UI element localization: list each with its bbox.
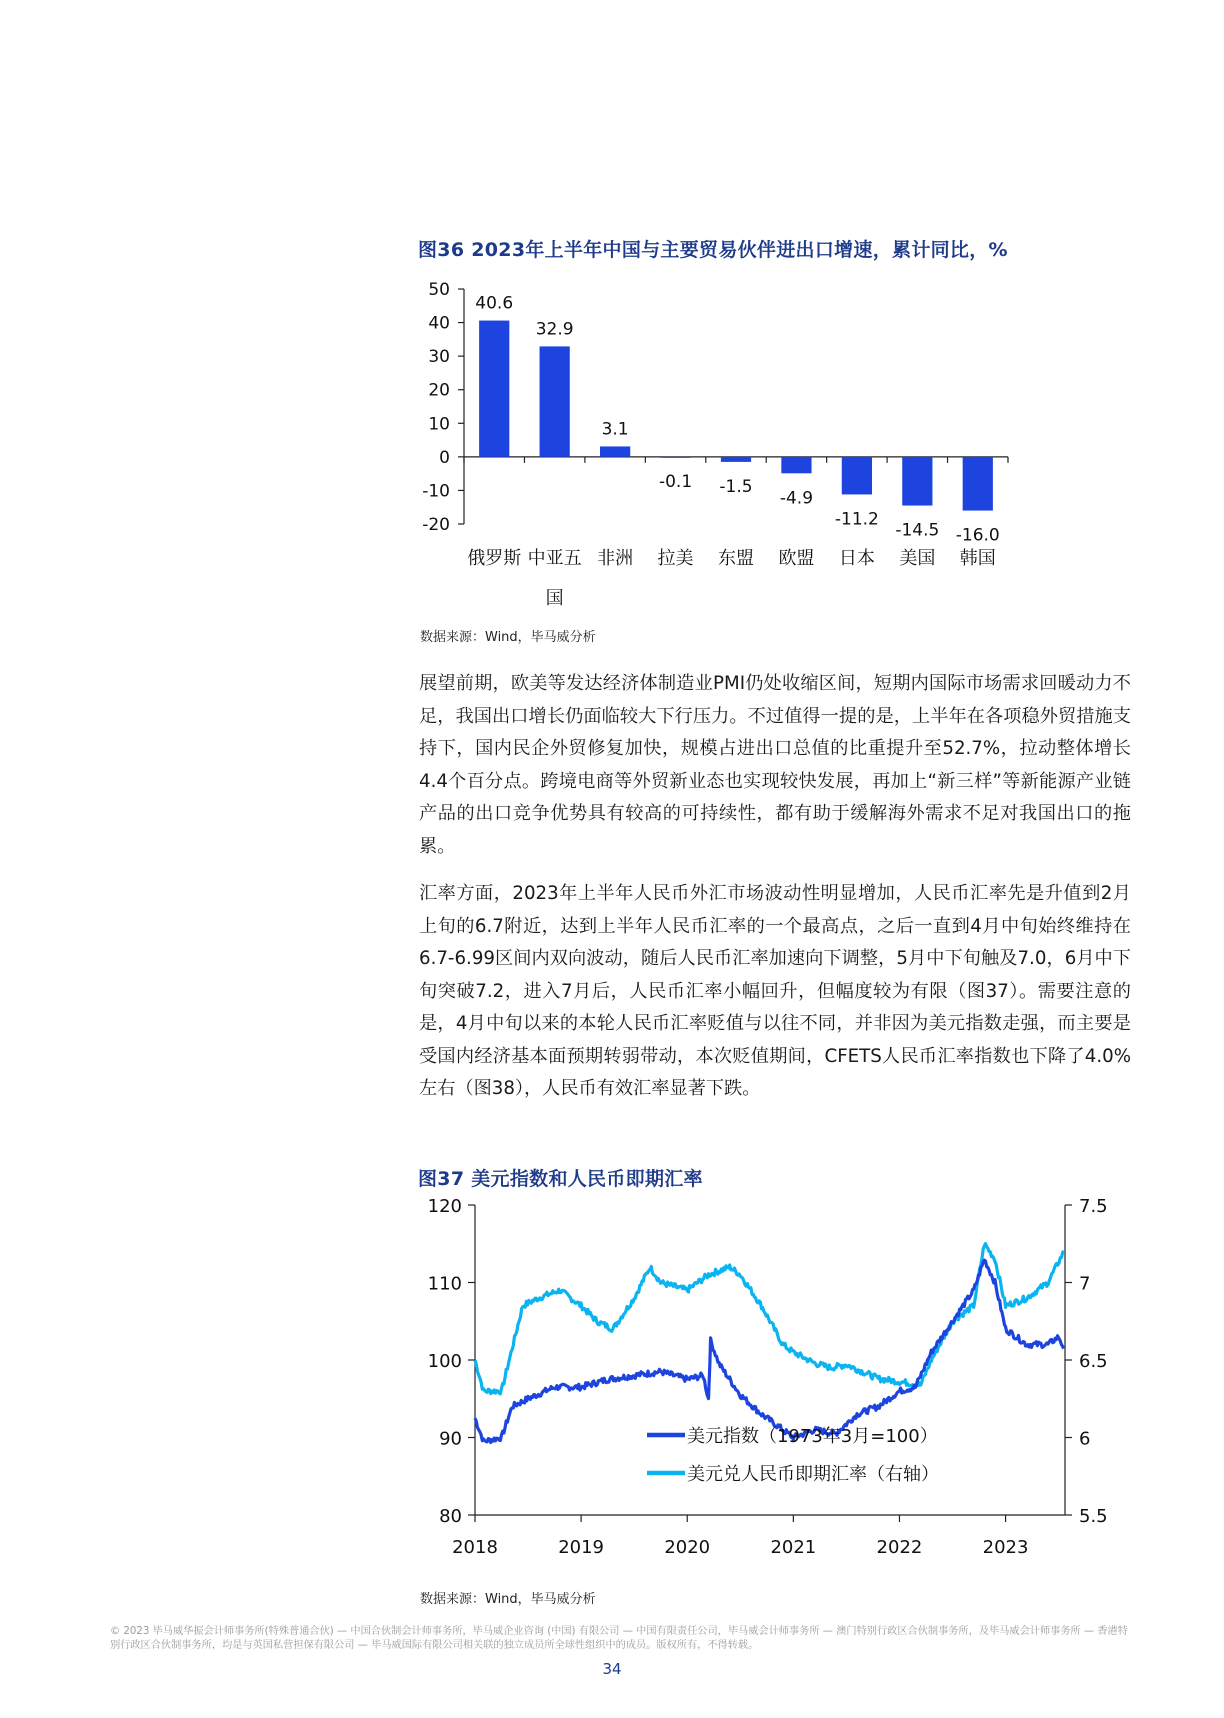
bar-value-label: -1.5: [719, 476, 753, 497]
bar-value-label: -16.0: [955, 525, 1000, 546]
y-tick-label: -10: [422, 481, 450, 502]
right-y-tick-label: 6: [1079, 1428, 1091, 1450]
y-tick-label: -20: [422, 515, 450, 535]
left-y-tick-label: 110: [427, 1273, 462, 1295]
x-tick-label: 2020: [664, 1537, 711, 1558]
x-tick-label: 2023: [982, 1537, 1029, 1558]
bar-value-label: 3.1: [601, 419, 629, 440]
bar-value-label: -11.2: [834, 509, 879, 530]
category-label: 欧盟: [778, 548, 815, 569]
bar: [540, 346, 570, 456]
legend-label-dollar-index: 美元指数（1973年3月=100）: [687, 1426, 938, 1447]
bar: [842, 457, 872, 495]
left-y-tick-label: 120: [427, 1196, 462, 1217]
chart-legend: [647, 1425, 939, 1485]
x-tick-label: 2019: [558, 1537, 605, 1558]
line-chart-axes: [428, 1196, 1108, 1558]
y-tick-label: 20: [428, 380, 450, 401]
bar-value-label: -14.5: [895, 520, 940, 541]
figure-37-source: 数据来源：Wind，毕马威分析: [420, 1592, 596, 1607]
figure-37-title: 图37 美元指数和人民币即期汇率: [418, 1168, 703, 1190]
category-label: 拉美: [657, 548, 694, 569]
x-tick-label: 2021: [770, 1537, 817, 1558]
bar-chart-trade-growth: [410, 272, 1130, 612]
figure-36-title: 图36 2023年上半年中国与主要贸易伙伴进出口增速，累计同比，%: [418, 239, 1008, 261]
bar: [479, 321, 509, 457]
y-tick-label: 40: [428, 313, 450, 334]
bar-value-label: 40.6: [475, 293, 514, 314]
bar: [902, 457, 932, 506]
right-y-tick-label: 6.5: [1079, 1351, 1108, 1372]
bar: [660, 457, 690, 458]
category-label: 日本: [838, 548, 875, 569]
y-tick-label: 0: [439, 447, 450, 468]
right-y-tick-label: 7.5: [1079, 1196, 1108, 1217]
footer-legal-notice: © 2023 毕马威华振会计师事务所(特殊普通合伙) — 中国合伙制会计师事务所，毕马威企业咨询 (中国) 有限公司 — 中国有限责任公司，毕马威会计师事务所 — 澳门特别行政区合伙制事务所，及毕马威会计师事务所 — 香港特别行政区合伙制事务所，均是与英国私营担保有限公司 — 毕马威国际有限公司相关联的独立成员所全球性组织中的成员。版权所有，不得转载。: [110, 1626, 1128, 1651]
category-label: 俄罗斯: [467, 548, 522, 569]
y-tick-label: 10: [428, 414, 450, 435]
page-number: 34: [602, 1660, 622, 1678]
y-tick-label: 50: [428, 280, 450, 300]
bar: [963, 457, 993, 511]
left-y-tick-label: 100: [427, 1351, 462, 1372]
bar-value-label: -0.1: [658, 472, 693, 493]
category-label: 东盟: [718, 548, 754, 569]
left-y-tick-label: 90: [439, 1428, 462, 1450]
category-label: 非洲: [597, 548, 634, 569]
dollar-index-line: [475, 1260, 1064, 1442]
category-label: 美国: [899, 548, 936, 569]
paragraph-exchange-rate: 汇率方面，2023年上半年人民币外汇市场波动性明显增加，人民币汇率先是升值到2月上旬的6.7附近，达到上半年人民币汇率的一个最高点，之后一直到4月中旬始终维持在6.7-6.99区间内双向波动，随后人民币汇率加速向下调整，5月中下旬触及7.0，6月中下旬突破7.2，进入7月后，人民币汇率小幅回升，但幅度较为有限（图37）。需要注意的是，4月中旬以来的本轮人民币汇率贬值与以往不同，并非因为美元指数走强，而主要是受国内经济基本面预期转弱带动，本次贬值期间，CFETS人民币汇率指数也下降了4.0%左右（图38），人民币有效汇率显著下跌。: [419, 883, 1131, 1099]
x-tick-label: 2022: [876, 1537, 923, 1558]
legend-label-cny-rate: 美元兑人民币即期汇率（右轴）: [687, 1464, 939, 1485]
bar: [781, 457, 811, 473]
right-y-tick-label: 7: [1079, 1273, 1091, 1295]
bar: [721, 457, 751, 462]
left-y-tick-label: 80: [439, 1506, 462, 1527]
bar-value-label: 32.9: [535, 319, 574, 340]
category-label: 韩国: [959, 548, 996, 569]
x-tick-label: 2018: [452, 1537, 498, 1558]
bar-value-label: -4.9: [779, 488, 814, 509]
bar: [600, 446, 630, 456]
right-y-tick-label: 5.5: [1079, 1506, 1108, 1527]
category-label-wrap: 国: [545, 588, 564, 609]
category-label: 中亚五: [527, 548, 582, 569]
paragraph-export-outlook: 展望前期，欧美等发达经济体制造业PMI仍处收缩区间，短期内国际市场需求回暖动力不足，我国出口增长仍面临较大下行压力。不过值得一提的是，上半年在各项稳外贸措施支持下，国内民企外贸修复加快，规模占进出口总值的比重提升至52.7%，拉动整体增长4.4个百分点。跨境电商等外贸新业态也实现较快发展，再加上“新三样”等新能源产业链产品的出口竞争优势具有较高的可持续性，都有助于缓解海外需求不足对我国出口的拖累。: [419, 673, 1131, 857]
y-tick-label: 30: [428, 347, 450, 368]
cny-spot-rate-line: [475, 1244, 1064, 1394]
figure-36-source: 数据来源：Wind，毕马威分析: [420, 630, 596, 645]
line-chart-usd-cny: [410, 1195, 1130, 1570]
